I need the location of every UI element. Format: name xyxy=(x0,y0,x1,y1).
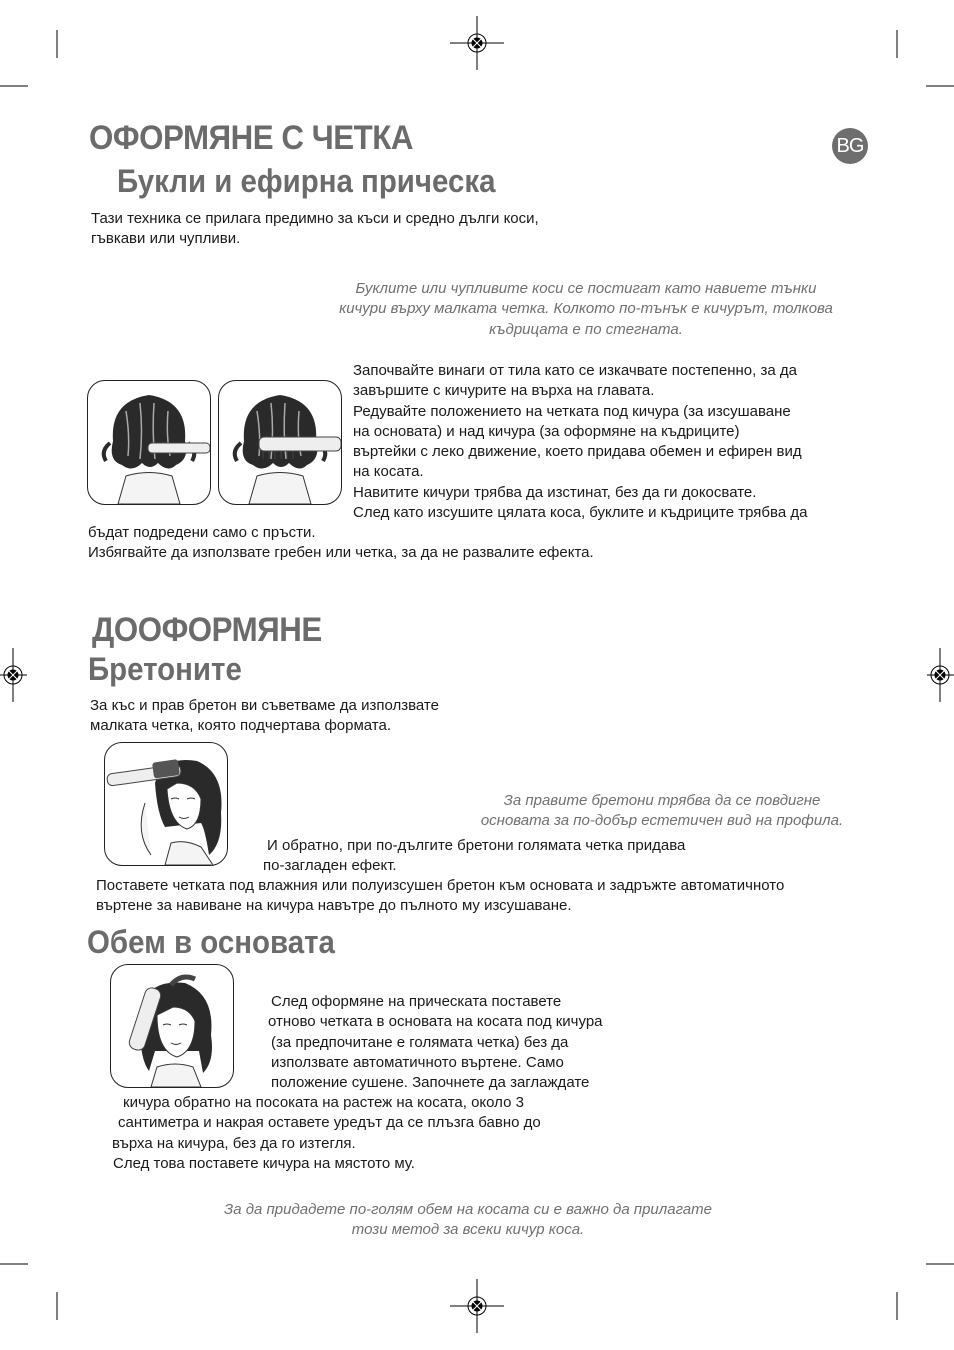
section1-note: Буклите или чупливите коси се постигат като навиете тънки кичури върху малката четка. Колкото по-тънък е кичурът, толкова къдрицата е по стегната. xyxy=(339,280,833,338)
registration-mark-bottom xyxy=(450,1279,504,1333)
section2-subtitle: Бретоните xyxy=(88,651,242,687)
section1-title: ОФОРМЯНЕ С ЧЕТКА xyxy=(89,119,414,157)
curls-illustration-1 xyxy=(87,380,211,505)
registration-mark-top xyxy=(450,16,504,70)
section1-subtitle: Букли и ефирна прическа xyxy=(117,163,496,199)
registration-mark-left xyxy=(0,648,27,702)
section1-intro: Тази техника се прилага предимно за къси и средно дълги коси, гъвкави или чупливи. xyxy=(91,210,539,248)
section1-body-right: Започвайте винаги от тила като се изкачвате постепенно, за да завършите с кичурите на върха на главата. Редувайте положението на четката под кичура (за изсушаване на основата) и над кичура (за оформяне на къдриците) въртейки с леко движение, което придава обемен и ефирен вид на косата. Навитите кичури трябва да изстинат, без да ги докосвате. След като изсушите цялата коса, буклите и къдриците трябва да xyxy=(353,362,808,522)
language-badge: BG xyxy=(832,128,868,164)
section1-body-bottom: бъдат подредени само с пръсти. Избягвайте да използвате гребен или четка, за да не развалите ефекта. xyxy=(88,524,594,562)
section2-note: За правите бретони трябва да се повдигне основата за по-добър естетичен вид на профила. xyxy=(480,792,844,830)
section2-body-right: И обратно, при по-дългите бретони голямата четка придава по-загладен ефект. xyxy=(263,837,686,875)
section3-body-bottom: кичура обратно на посоката на растеж на косата, около 3 сантиметра и накрая оставете уредът да се плъзга бавно до върха на кичура, без да го изтегля. След това поставете кичура на мястото му. xyxy=(112,1094,541,1172)
section3-note: За да придадете по-голям обем на косата си е важно да прилагате този метод за всеки кичур коса. xyxy=(224,1201,712,1239)
section3-subtitle: Обем в основата xyxy=(87,924,335,960)
section3-body-right: След оформяне на прическата поставете отново четката в основата на косата под кичура (за предпочитане е голямата четка) без да използвате автоматичното въртене. Само положение сушене. Започнете да заглаждате xyxy=(268,993,603,1092)
section2-body-bottom: Поставете четката под влажния или полуизсушен бретон към основата и задръжте автоматичното въртене за навиване на кичура навътре до пълното му изсушаване. xyxy=(96,877,785,915)
section2-title: ДООФОРМЯНЕ xyxy=(92,611,322,649)
registration-mark-right xyxy=(927,648,954,702)
section2-intro: За къс и прав бретон ви съветваме да използвате малката четка, която подчертава формата. xyxy=(90,697,439,735)
fringe-illustration xyxy=(104,742,228,866)
curls-illustration-2 xyxy=(218,380,342,505)
volume-illustration xyxy=(110,964,234,1088)
